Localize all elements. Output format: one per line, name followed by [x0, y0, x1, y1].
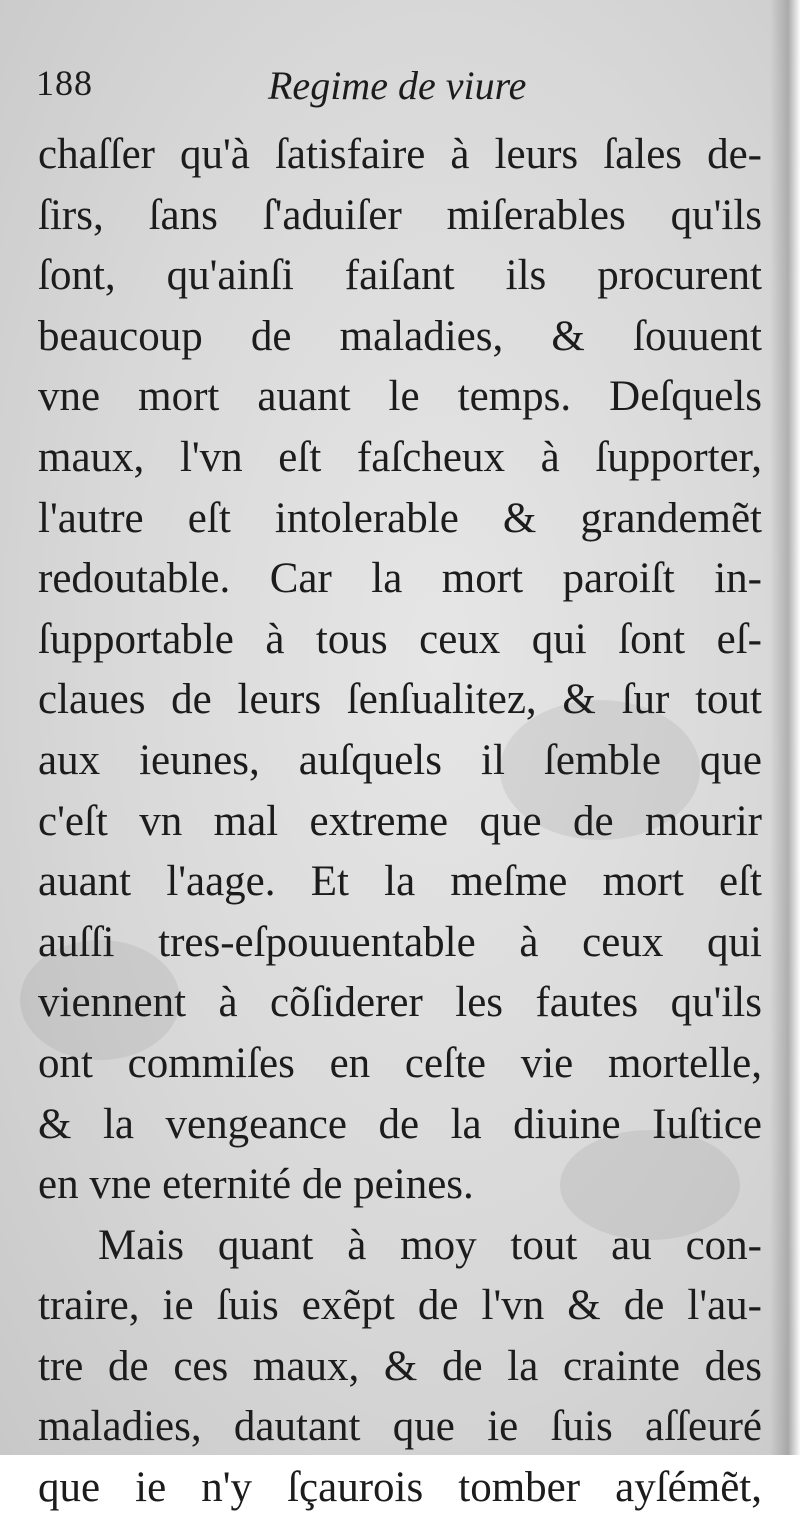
text-line: ſirs, ſans ſ'aduiſer miſerables qu'ils: [38, 191, 762, 239]
text-line: viennent à cõſiderer les fautes qu'ils: [38, 979, 762, 1027]
text-line: l'autre eſt intolerable & grandemẽt: [38, 494, 762, 542]
paragraph-end-line: en vne eternité de peines.: [38, 1161, 474, 1209]
text-line: ſupportable à tous ceux qui ſont eſ-: [38, 615, 762, 663]
text-line: vne mort auant le temps. Deſquels: [38, 373, 762, 421]
text-line: chaſſer qu'à ſatisfaire à leurs ſales de-: [38, 131, 762, 178]
text-line: aux ieunes, auſquels il ſemble que: [38, 736, 762, 784]
text-line: tre de ces maux, & de la crainte des: [38, 1342, 762, 1390]
text-line: traire, ie ſuis exẽpt de l'vn & de l'au-: [38, 1282, 762, 1330]
text-line: redoutable. Car la mort paroiſt in-: [38, 555, 762, 603]
body-text: [38, 125, 762, 1519]
text-line: ſont, qu'ainſi faiſant ils procurent: [38, 252, 762, 300]
page-gutter-shadow: [770, 0, 800, 1455]
text-line: & la vengeance de la diuine Iuſtice: [38, 1100, 762, 1148]
text-line: auant l'aage. Et la meſme mort eſt: [38, 858, 762, 906]
running-head: Regime de viure: [268, 63, 527, 108]
paragraph-start-line: Mais quant à moy tout au con-: [98, 1221, 762, 1269]
text-line: beaucoup de maladies, & ſouuent: [38, 312, 762, 360]
page-header: [36, 62, 766, 122]
text-line: claues de leurs ſenſualitez, & ſur tout: [38, 676, 762, 724]
text-line: que ie n'y ſçaurois tomber ayſémẽt,: [38, 1464, 762, 1512]
text-line: auſſi tres-eſpouuentable à ceux qui: [38, 918, 762, 966]
text-line: maux, l'vn eſt faſcheux à ſupporter,: [38, 433, 762, 481]
page-number: 188: [36, 63, 93, 103]
text-line: ont commiſes en ceſte vie mortelle,: [38, 1039, 762, 1087]
text-line: maladies, dautant que ie ſuis aſſeuré: [38, 1403, 762, 1451]
text-line: c'eſt vn mal extreme que de mourir: [38, 797, 762, 845]
